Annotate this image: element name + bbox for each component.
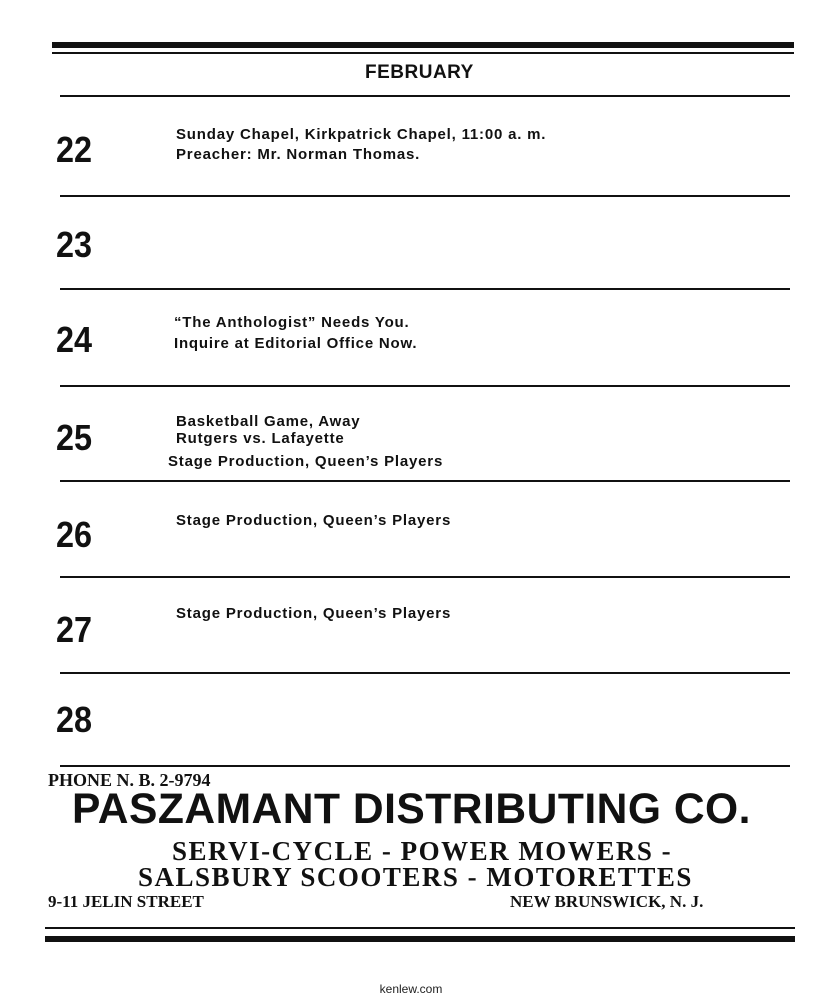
day-divider — [60, 288, 790, 290]
ad-address-street: 9-11 JELIN STREET — [48, 892, 204, 911]
event-line: Stage Production, Queen’s Players — [176, 512, 452, 529]
day-number: 26 — [56, 514, 93, 555]
day-number: 23 — [56, 224, 93, 265]
day-divider — [60, 576, 790, 578]
event-line: Preacher: Mr. Norman Thomas. — [176, 146, 421, 163]
event-line: Stage Production, Queen’s Players — [168, 453, 444, 470]
ad-products-line2: SALSBURY SCOOTERS - MOTORETTES — [138, 862, 693, 892]
top-rule-thin — [52, 52, 794, 54]
top-rule — [52, 42, 794, 48]
day-row-23 — [52, 225, 792, 275]
ad-phone: PHONE N. B. 2-9794 — [48, 770, 211, 790]
day-row-25 — [52, 413, 792, 478]
day-row-28 — [52, 700, 792, 750]
day-row-22 — [52, 126, 792, 180]
day-row-27 — [52, 605, 792, 660]
day-row-26 — [52, 512, 792, 565]
day-number: 28 — [56, 699, 93, 740]
event-line: Sunday Chapel, Kirkpatrick Chapel, 11:00 a. m. — [176, 126, 547, 143]
ad-address-city: NEW BRUNSWICK, N. J. — [510, 892, 704, 911]
event-line: Basketball Game, Away — [176, 413, 361, 430]
event-line: Rutgers vs. Lafayette — [176, 430, 345, 447]
day-divider — [60, 385, 790, 387]
event-line: Stage Production, Queen’s Players — [176, 605, 452, 622]
month-divider — [60, 95, 790, 97]
day-divider — [60, 672, 790, 674]
event-line: Inquire at Editorial Office Now. — [174, 335, 418, 352]
day-number: 27 — [56, 609, 93, 650]
day-number: 25 — [56, 417, 93, 458]
bottom-rule-thin — [45, 927, 795, 929]
source-credit: kenlew.com — [379, 982, 443, 996]
month-title: FEBRUARY — [365, 62, 474, 83]
day-row-24 — [52, 314, 792, 370]
day-number: 22 — [56, 129, 93, 170]
ad-products-line1: SERVI-CYCLE - POWER MOWERS - — [172, 836, 673, 866]
day-number: 24 — [56, 319, 93, 360]
day-divider — [60, 480, 790, 482]
bottom-rule — [45, 936, 795, 942]
event-line: “The Anthologist” Needs You. — [174, 314, 410, 331]
day-divider — [60, 765, 790, 767]
ad-company-name: PASZAMANT DISTRIBUTING CO. — [72, 785, 751, 833]
day-divider — [60, 195, 790, 197]
